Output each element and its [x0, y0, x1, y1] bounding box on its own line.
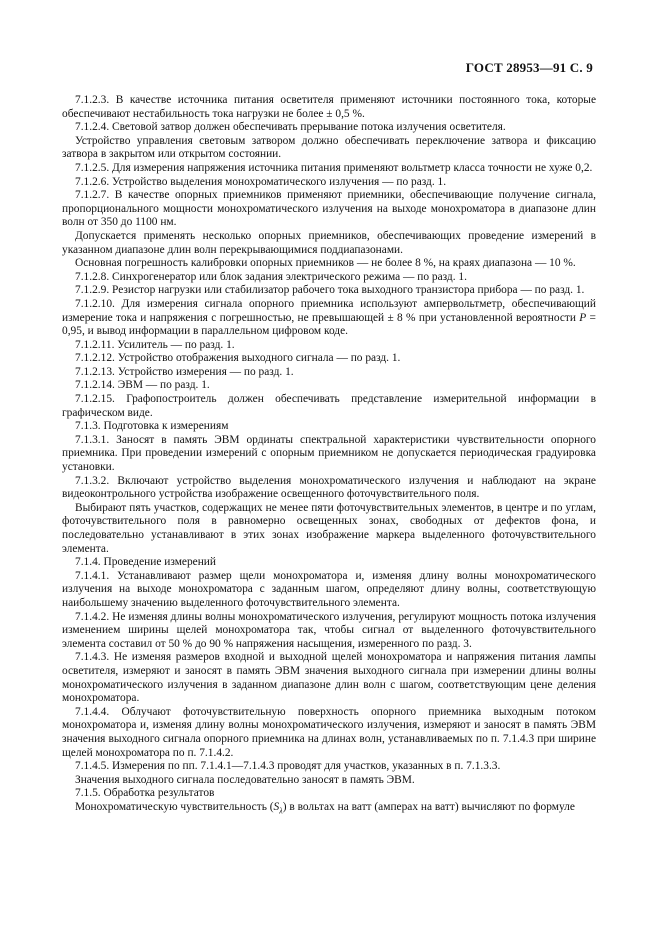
paragraph: Монохроматическую чувствительность $(S_\lambda)$ в вольтах на ватт (амперах на ватт) вычисляют по формуле: [75, 800, 575, 816]
document-body: [62, 94, 596, 814]
paragraph: 7.1.2.9. Резистор нагрузки или стабилизатор рабочего тока выходного транзистора прибора — по разд. 1.: [75, 284, 585, 297]
paragraph: Выбирают пять участков, содержащих не менее пяти фоточувствительных элементов, в центре и по углам, фоточувствительного поля в равномерно освещенных зонах, свободных от дефектов фона, и последовательно устанавливают в этих зонах изображение маркера выделенного фоточувствительного элемента.: [62, 501, 596, 555]
paragraph: 7.1.4.1. Устанавливают размер щели монохроматора и, изменяя длину волны монохроматического излучения на выходе монохроматора с заданным шагом, определяют длину волны, соответствующую наибольшему значению выделенного фоточувствительного элемента.: [62, 569, 596, 609]
paragraph: Устройство управления световым затвором должно обеспечивать переключение затвора и фиксацию затвора в закрытом или открытом состоянии.: [62, 134, 596, 161]
probability-value: = 0,95: [62, 311, 596, 338]
section-heading: 7.1.5. Обработка результатов: [75, 787, 215, 800]
paragraph: Основная погрешность калибровки опорных приемников — не более 8 %, на краях диапазона — 10 %.: [75, 257, 576, 270]
probability-symbol: P: [579, 311, 587, 324]
paragraph: 7.1.2.7. В качестве опорных приемников применяют приемники, обеспечивающие получение сигнала, пропорционального мощности монохроматического излучения на выходе монохроматора в диапазоне длин волн от 350 до 1100 нм.: [62, 189, 596, 229]
paragraph: 7.1.2.5. Для измерения напряжения источника питания применяют вольтметр класса точности не хуже 0,2.: [75, 161, 593, 174]
paragraph: 7.1.2.15. Графопостроитель должен обеспечивать представление измерительной информации в графическом виде.: [62, 393, 596, 419]
paragraph: 7.1.2.11. Усилитель — по разд. 1.: [75, 338, 235, 351]
paragraph: 7.1.3.1. Заносят в память ЭВМ ординаты спектральной характеристики чувствительности опорного приемника. При проведении измерений с опорным приемником не допускается периодическая градуировка установки.: [62, 433, 596, 474]
page-header: ГОСТ 28953—91 С. 9: [465, 60, 593, 75]
paragraph: [62, 298, 596, 339]
paragraph: 7.1.2.13. Устройство измерения — по разд. 1.: [75, 365, 294, 378]
paragraph: 7.1.3.2. Включают устройство выделения монохроматического излучения и наблюдают на экране видеоконтрольного устройства изображение освещенного фоточувствительного поля.: [62, 474, 596, 501]
paragraph: 7.1.2.6. Устройство выделения монохроматического излучения — по разд. 1.: [75, 175, 447, 188]
paragraph: 7.1.2.12. Устройство отображения выходного сигнала — по разд. 1.: [75, 352, 401, 365]
paragraph: Допускается применять несколько опорных приемников, обеспечивающих проведение измерений в указанном диапазоне длин волн перекрывающимися поддиапазонами.: [62, 229, 596, 256]
section-heading: 7.1.3. Подготовка к измерениям: [75, 420, 229, 433]
paragraph: 7.1.2.14. ЭВМ — по разд. 1.: [75, 379, 210, 392]
paragraph-text: , и вывод информации в параллельном цифровом коде.: [81, 325, 349, 338]
paragraph: 7.1.4.2. Не изменяя длины волны монохроматического излучения, регулируют мощность потока излучения изменением ширины щелей монохроматора так, чтобы сигнал от выделенного фоточувствительного элемента составил от 50 % до 90 % напряжения насыщения, измеренного по разд. 3.: [62, 610, 596, 650]
paragraph: 7.1.4.5. Измерения по пп. 7.1.4.1—7.1.4.3 проводят для участков, указанных в п. 7.1.3.3.: [75, 760, 501, 773]
sensitivity-symbol: S: [273, 800, 280, 813]
paragraph-text: 7.1.2.10. Для измерения сигнала опорного приемника используют ампервольтметр, обеспечивающий измерение тока и напряжения с погрешностью, не превышающей ± 8 % при установленной вероятности: [62, 297, 596, 324]
sensitivity-subscript: λ: [279, 806, 283, 816]
paragraph-text: в вольтах на ватт (амперах на ватт) вычисляют по формуле: [286, 800, 575, 813]
paragraph: 7.1.2.8. Синхрогенератор или блок задания электрического режима — по разд. 1.: [75, 270, 467, 283]
paragraph: 7.1.4.3. Не изменяя размеров входной и выходной щелей монохроматора и напряжения питания лампы осветителя, измеряют и заносят в память ЭВМ значения выходного сигнала при измерении длины волны монохроматического излучения в заданном диапазоне длин волн с шагом, соответствующим цене деления монохроматора.: [62, 651, 596, 705]
paragraph: 7.1.2.3. В качестве источника питания осветителя применяют источники постоянного тока, которые обеспечивают нестабильность тока нагрузки не более ± 0,5 %.: [62, 94, 596, 120]
paragraph-text: Монохроматическую чувствительность: [75, 800, 267, 813]
paragraph: 7.1.4.4. Облучают фоточувствительную поверхность опорного приемника выходным потоком монохроматора и, изменяя длину волны монохроматического излучения, измеряют и заносят в память ЭВМ значения выходного сигнала опорного приемника на длинах волн, устанавливаемых по п. 7.1.4.3 при ширине щелей монохроматора по п. 7.1.4.2.: [62, 705, 596, 759]
paragraph: 7.1.2.4. Световой затвор должен обеспечивать прерывание потока излучения осветителя.: [75, 121, 506, 134]
paragraph: Значения выходного сигнала последовательно заносят в память ЭВМ.: [75, 773, 415, 786]
section-heading: 7.1.4. Проведение измерений: [75, 556, 216, 569]
